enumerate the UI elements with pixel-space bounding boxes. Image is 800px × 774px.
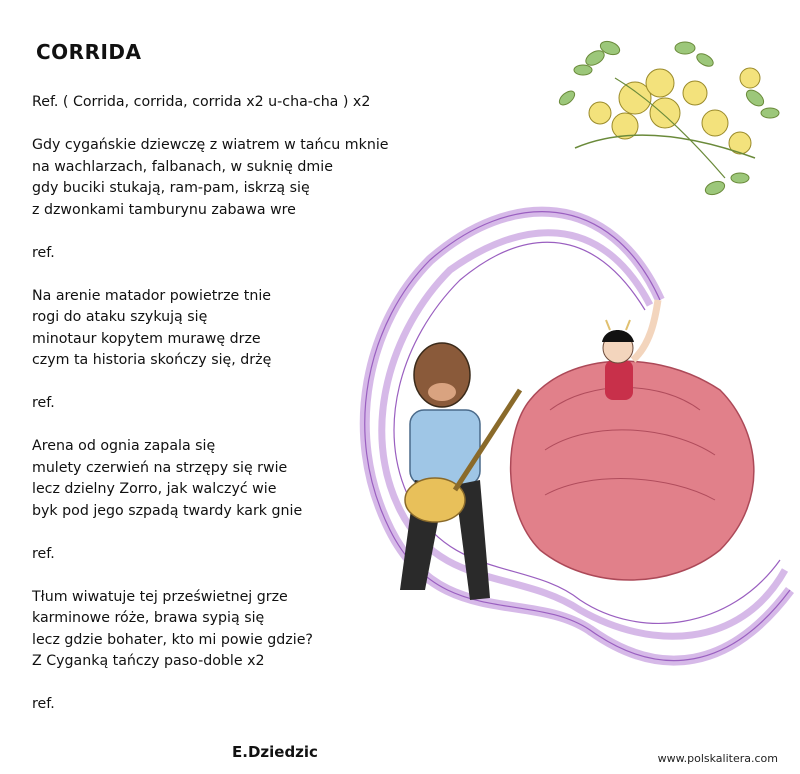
lyric-line: na wachlarzach, falbanach, w suknię dmie [32, 158, 333, 175]
lyric-line: karminowe róże, brawa sypią się [32, 610, 265, 626]
lyric-line: ref. [32, 696, 55, 712]
dancers-illustration [330, 30, 800, 730]
lyric-line: Z Cyganką tańczy paso-doble x2 [32, 653, 265, 669]
lyric-line: mulety czerwień na strzępy się rwie [32, 459, 288, 476]
lyric-line: z dzwonkami tamburynu zabawa wre [32, 201, 296, 218]
lyric-line: ref. [32, 545, 55, 562]
lyric-line: ref. [32, 395, 55, 411]
lyric-line: Gdy cygańskie dziewczę z wiatrem w tańcu mknie [32, 137, 389, 153]
lyric-line: rogi do ataku szykują się [32, 309, 208, 325]
lyric-line: minotaur kopytem murawę drze [32, 330, 261, 347]
lyric-line: czym ta historia skończy się, drżę [32, 352, 272, 368]
poem-title: CORRIDA [36, 40, 142, 64]
lyric-line: ref. [32, 244, 55, 261]
lyric-line: Tłum wiwatuje tej prześwietnej grze [32, 588, 288, 605]
lyric-line: Ref. ( Corrida, corrida, corrida x2 u-cha-cha ) x2 [32, 94, 371, 110]
lyric-line: lecz dzielny Zorro, jak walczyć wie [32, 481, 277, 497]
lyric-line: byk pod jego szpadą twardy kark gnie [32, 502, 303, 519]
lyric-line: Arena od ognia zapala się [32, 438, 216, 454]
lyric-line: Na arenie matador powietrze tnie [32, 287, 271, 304]
website-url: www.polskalitera.com [657, 752, 778, 765]
lyric-line: lecz gdzie bohater, kto mi powie gdzie? [32, 631, 313, 648]
lyric-line: gdy buciki stukają, ram-pam, iskrzą się [32, 180, 310, 196]
author-signature: E.Dziedzic [232, 743, 318, 761]
